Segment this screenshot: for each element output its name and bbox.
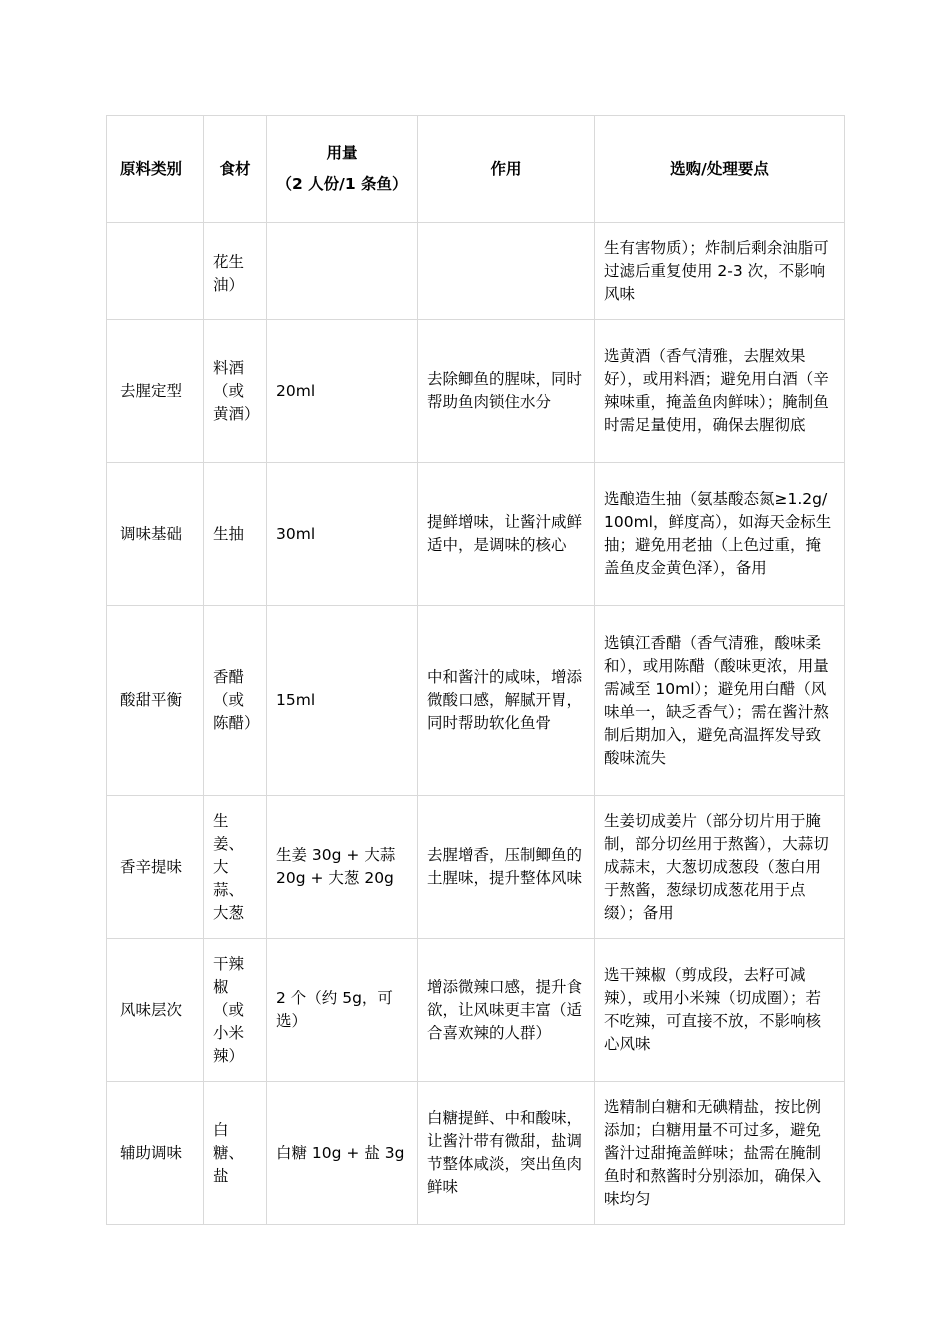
cell-category: 辅助调味 [107,1082,204,1225]
cell-ingredient: 料酒（或黄酒） [204,320,267,463]
table-row [107,223,845,320]
cell-ingredient: 香醋（或陈醋） [204,606,267,796]
table-row [107,939,845,1082]
cell-category: 香辛提味 [107,796,204,939]
table-header-row [107,116,845,223]
cell-amount: 生姜 30g + 大蒜 20g + 大葱 20g [267,796,418,939]
table-row [107,463,845,606]
cell-amount [267,223,418,320]
cell-function: 中和酱汁的咸味，增添微酸口感，解腻开胃，同时帮助软化鱼骨 [418,606,595,796]
cell-ingredient: 干辣椒（或小米辣） [204,939,267,1082]
table-row [107,320,845,463]
cell-ingredient: 花生油） [204,223,267,320]
cell-amount: 白糖 10g + 盐 3g [267,1082,418,1225]
cell-tips: 选镇江香醋（香气清雅，酸味柔和），或用陈醋（酸味更浓，用量需减至 10ml）；避免用白醋（风味单一，缺乏香气）；需在酱汁熬制后期加入，避免高温挥发导致酸味流失 [595,606,845,796]
header-category: 原料类别 [107,116,204,223]
cell-tips: 选黄酒（香气清雅，去腥效果好），或用料酒；避免用白酒（辛辣味重，掩盖鱼肉鲜味）；腌制鱼时需足量使用，确保去腥彻底 [595,320,845,463]
header-amount-title: 用量 [326,144,358,162]
cell-category [107,223,204,320]
cell-category: 风味层次 [107,939,204,1082]
cell-category: 调味基础 [107,463,204,606]
cell-function: 增添微辣口感，提升食欲，让风味更丰富（适合喜欢辣的人群） [418,939,595,1082]
cell-ingredient: 白糖、盐 [204,1082,267,1225]
cell-function: 提鲜增味，让酱汁咸鲜适中，是调味的核心 [418,463,595,606]
header-ingredient: 食材 [204,116,267,223]
cell-amount: 2 个（约 5g，可选） [267,939,418,1082]
cell-function: 去腥增香，压制鲫鱼的土腥味，提升整体风味 [418,796,595,939]
cell-category: 去腥定型 [107,320,204,463]
table-row [107,1082,845,1225]
cell-amount: 15ml [267,606,418,796]
cell-amount: 30ml [267,463,418,606]
ingredients-table [106,115,845,1225]
cell-ingredient: 生姜、大蒜、大葱 [204,796,267,939]
cell-tips: 选精制白糖和无碘精盐，按比例添加；白糖用量不可过多，避免酱汁过甜掩盖鲜味；盐需在腌制鱼时和熬酱时分别添加，确保入味均匀 [595,1082,845,1225]
table-row [107,606,845,796]
header-amount-sub: （2 人份/1 条鱼） [276,175,408,193]
cell-tips: 生有害物质）；炸制后剩余油脂可过滤后重复使用 2-3 次，不影响风味 [595,223,845,320]
cell-function: 白糖提鲜、中和酸味，让酱汁带有微甜，盐调节整体咸淡，突出鱼肉鲜味 [418,1082,595,1225]
cell-category: 酸甜平衡 [107,606,204,796]
cell-tips: 选干辣椒（剪成段，去籽可减辣），或用小米辣（切成圈）；若不吃辣，可直接不放，不影响核心风味 [595,939,845,1082]
table-row [107,796,845,939]
header-function: 作用 [418,116,595,223]
document-page [106,115,845,1225]
cell-tips: 选酿造生抽（氨基酸态氮≥1.2g/100ml，鲜度高），如海天金标生抽；避免用老抽（上色过重，掩盖鱼皮金黄色泽），备用 [595,463,845,606]
cell-function: 去除鲫鱼的腥味，同时帮助鱼肉锁住水分 [418,320,595,463]
cell-tips: 生姜切成姜片（部分切片用于腌制，部分切丝用于熬酱），大蒜切成蒜末，大葱切成葱段（葱白用于熬酱，葱绿切成葱花用于点缀）；备用 [595,796,845,939]
cell-function [418,223,595,320]
cell-ingredient: 生抽 [204,463,267,606]
header-amount [267,116,418,223]
cell-amount: 20ml [267,320,418,463]
header-tips: 选购/处理要点 [595,116,845,223]
